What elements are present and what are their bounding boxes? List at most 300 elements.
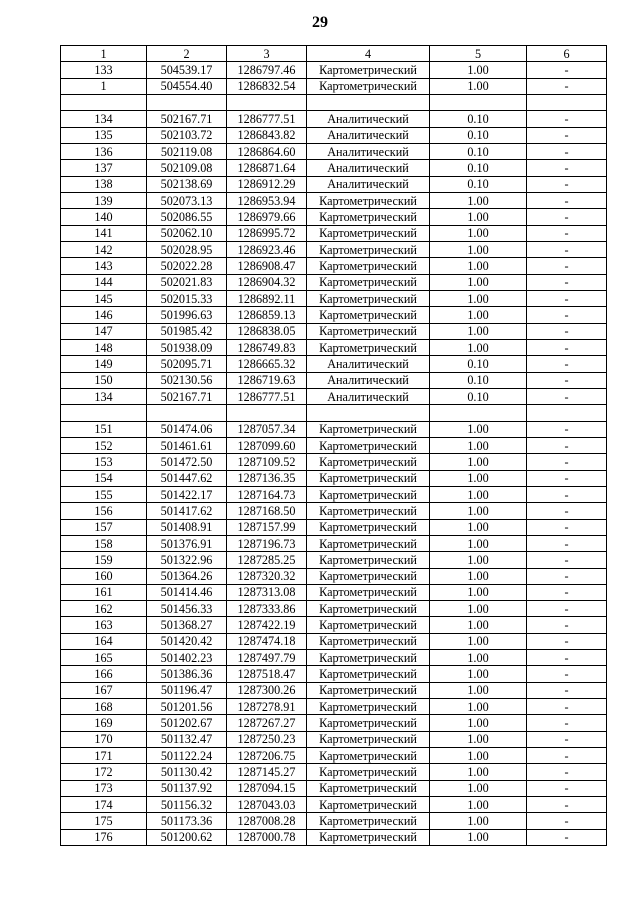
table-cell: 1286719.63	[227, 372, 307, 388]
table-cell: 501474.06	[147, 421, 227, 437]
table-cell: 1287278.91	[227, 699, 307, 715]
table-cell: -	[527, 519, 607, 535]
table-cell: 1.00	[430, 699, 527, 715]
table-row	[61, 454, 607, 470]
table-cell: 502021.83	[147, 274, 227, 290]
table-cell: 145	[61, 290, 147, 306]
table-cell: 1287497.79	[227, 650, 307, 666]
table-row	[61, 486, 607, 502]
table-cell: 142	[61, 241, 147, 257]
table-cell: 155	[61, 486, 147, 502]
table-cell: 1287285.25	[227, 552, 307, 568]
table-cell: 501368.27	[147, 617, 227, 633]
table-cell: -	[527, 666, 607, 682]
table-row	[61, 225, 607, 241]
table-cell: -	[527, 568, 607, 584]
table-cell: 1287250.23	[227, 731, 307, 747]
table-cell: 502022.28	[147, 258, 227, 274]
table-cell: Картометрический	[307, 192, 430, 208]
table-cell: Картометрический	[307, 454, 430, 470]
table-cell: 1287320.32	[227, 568, 307, 584]
table-cell: 0.10	[430, 356, 527, 372]
table-cell: 146	[61, 307, 147, 323]
table-row	[61, 650, 607, 666]
table-row	[61, 584, 607, 600]
table-cell: 1.00	[430, 78, 527, 94]
table-cell: -	[527, 813, 607, 829]
table-cell: 1.00	[430, 715, 527, 731]
table-cell: 143	[61, 258, 147, 274]
table-cell: -	[527, 78, 607, 94]
table-cell: -	[527, 356, 607, 372]
table-cell: 501938.09	[147, 339, 227, 355]
table-cell: 1.00	[430, 323, 527, 339]
table-cell: 501422.17	[147, 486, 227, 502]
table-cell: 1.00	[430, 258, 527, 274]
table-cell: 159	[61, 552, 147, 568]
table-cell: Картометрический	[307, 62, 430, 78]
table-cell: Картометрический	[307, 584, 430, 600]
table-row	[61, 780, 607, 796]
column-header: 5	[430, 46, 527, 62]
table-cell: 170	[61, 731, 147, 747]
table-cell: -	[527, 111, 607, 127]
table-cell: Картометрический	[307, 274, 430, 290]
table-cell: 0.10	[430, 143, 527, 159]
table-cell: -	[527, 339, 607, 355]
table-cell: 141	[61, 225, 147, 241]
table-cell: Картометрический	[307, 307, 430, 323]
table-cell: 1287474.18	[227, 633, 307, 649]
table-row	[61, 470, 607, 486]
table-cell: -	[527, 454, 607, 470]
table-cell: 1.00	[430, 813, 527, 829]
table-cell: Картометрический	[307, 568, 430, 584]
table-cell: 0.10	[430, 176, 527, 192]
table-cell: 1286871.64	[227, 160, 307, 176]
table-row	[61, 388, 607, 404]
table-cell: Картометрический	[307, 682, 430, 698]
table-cell: 136	[61, 143, 147, 159]
table-row	[61, 535, 607, 551]
table-cell: 140	[61, 209, 147, 225]
table-cell	[430, 405, 527, 421]
table-cell: 1287094.15	[227, 780, 307, 796]
table-cell: 501461.61	[147, 437, 227, 453]
table-cell: 1287157.99	[227, 519, 307, 535]
table-cell: 501985.42	[147, 323, 227, 339]
table-cell: -	[527, 62, 607, 78]
table-cell: 151	[61, 421, 147, 437]
table-cell: -	[527, 601, 607, 617]
table-cell	[527, 405, 607, 421]
table-cell: 501417.62	[147, 503, 227, 519]
table-cell: -	[527, 829, 607, 845]
table-cell: Картометрический	[307, 715, 430, 731]
table-cell: 1.00	[430, 829, 527, 845]
table-cell: 176	[61, 829, 147, 845]
table-cell: 1.00	[430, 682, 527, 698]
table-cell: Картометрический	[307, 78, 430, 94]
table-cell: 1286923.46	[227, 241, 307, 257]
table-cell: 138	[61, 176, 147, 192]
table-cell	[147, 405, 227, 421]
table-cell: 1286995.72	[227, 225, 307, 241]
table-cell: 1286838.05	[227, 323, 307, 339]
table-cell: -	[527, 209, 607, 225]
table-cell: Картометрический	[307, 633, 430, 649]
table-cell: 501137.92	[147, 780, 227, 796]
table-cell: -	[527, 127, 607, 143]
table-cell: 501996.63	[147, 307, 227, 323]
table-cell: 502015.33	[147, 290, 227, 306]
table-cell: 502109.08	[147, 160, 227, 176]
table-cell: 1.00	[430, 650, 527, 666]
table-cell: 0.10	[430, 160, 527, 176]
header-row	[61, 46, 607, 62]
coordinates-table	[60, 45, 607, 846]
table-cell: -	[527, 143, 607, 159]
table-cell: 1286908.47	[227, 258, 307, 274]
table-cell: 1287000.78	[227, 829, 307, 845]
table-cell: 1.00	[430, 225, 527, 241]
table-cell: 139	[61, 192, 147, 208]
table-cell: -	[527, 535, 607, 551]
table-cell: 152	[61, 437, 147, 453]
table-cell: 1287422.19	[227, 617, 307, 633]
table-cell: 1.00	[430, 519, 527, 535]
table-cell: 1287136.35	[227, 470, 307, 486]
table-cell: 1287043.03	[227, 797, 307, 813]
table-row	[61, 62, 607, 78]
table-cell: Картометрический	[307, 290, 430, 306]
table-cell: 1287008.28	[227, 813, 307, 829]
table-cell: 502095.71	[147, 356, 227, 372]
table-row	[61, 192, 607, 208]
table-cell: 134	[61, 388, 147, 404]
table-row	[61, 764, 607, 780]
table-cell: 1287099.60	[227, 437, 307, 453]
table-cell: 135	[61, 127, 147, 143]
table-cell: 148	[61, 339, 147, 355]
table-cell: 1.00	[430, 209, 527, 225]
table-cell: 501202.67	[147, 715, 227, 731]
table-cell: 501200.62	[147, 829, 227, 845]
table-cell: 1287313.08	[227, 584, 307, 600]
table-cell	[430, 94, 527, 110]
table-cell: Аналитический	[307, 176, 430, 192]
table-cell: Картометрический	[307, 437, 430, 453]
table-cell: -	[527, 421, 607, 437]
table-cell: -	[527, 584, 607, 600]
table-cell: 172	[61, 764, 147, 780]
table-row	[61, 323, 607, 339]
table-cell: Картометрический	[307, 813, 430, 829]
table-row	[61, 111, 607, 127]
table-cell	[61, 94, 147, 110]
table-cell: 1.00	[430, 535, 527, 551]
table-cell: 1.00	[430, 797, 527, 813]
table-cell: 1.00	[430, 470, 527, 486]
table-row	[61, 813, 607, 829]
table-cell: 1286665.32	[227, 356, 307, 372]
table-cell: 1.00	[430, 454, 527, 470]
table-cell: Картометрический	[307, 731, 430, 747]
table-cell: Картометрический	[307, 486, 430, 502]
table-row	[61, 568, 607, 584]
table-row	[61, 552, 607, 568]
table-cell: 501402.23	[147, 650, 227, 666]
table-row	[61, 437, 607, 453]
table-cell: 1287164.73	[227, 486, 307, 502]
table-cell: 1287518.47	[227, 666, 307, 682]
table-cell: 502138.69	[147, 176, 227, 192]
table-cell: 133	[61, 62, 147, 78]
table-cell	[527, 94, 607, 110]
table-cell: 157	[61, 519, 147, 535]
table-row	[61, 617, 607, 633]
table-cell: Картометрический	[307, 519, 430, 535]
table-cell: Картометрический	[307, 666, 430, 682]
table-cell: 168	[61, 699, 147, 715]
table-row	[61, 829, 607, 845]
table-cell: 502028.95	[147, 241, 227, 257]
table-cell: 1.00	[430, 486, 527, 502]
table-cell: -	[527, 748, 607, 764]
table-cell: Картометрический	[307, 535, 430, 551]
table-cell: Аналитический	[307, 111, 430, 127]
table-row	[61, 503, 607, 519]
table-cell: 1286832.54	[227, 78, 307, 94]
table-cell: 501414.46	[147, 584, 227, 600]
table-cell: 0.10	[430, 372, 527, 388]
table-cell: 501201.56	[147, 699, 227, 715]
table-cell: -	[527, 160, 607, 176]
table-cell: 502167.71	[147, 111, 227, 127]
table-cell: -	[527, 241, 607, 257]
table-row	[61, 797, 607, 813]
table-cell: 169	[61, 715, 147, 731]
table-row	[61, 209, 607, 225]
table-cell: 1.00	[430, 241, 527, 257]
table-cell: 1286843.82	[227, 127, 307, 143]
table-cell: 149	[61, 356, 147, 372]
table-cell: 167	[61, 682, 147, 698]
table-cell: 162	[61, 601, 147, 617]
table-cell: 1.00	[430, 666, 527, 682]
table-cell: 502086.55	[147, 209, 227, 225]
table-cell: 1286892.11	[227, 290, 307, 306]
table-cell: Картометрический	[307, 225, 430, 241]
table-cell: 502073.13	[147, 192, 227, 208]
table-row	[61, 519, 607, 535]
table-row	[61, 748, 607, 764]
column-header: 2	[147, 46, 227, 62]
table-row	[61, 601, 607, 617]
table-cell: Аналитический	[307, 127, 430, 143]
table-cell: Картометрический	[307, 323, 430, 339]
table-cell: 147	[61, 323, 147, 339]
table-cell: 1.00	[430, 421, 527, 437]
table-cell: Картометрический	[307, 780, 430, 796]
table-cell: Аналитический	[307, 372, 430, 388]
table-cell: 1287145.27	[227, 764, 307, 780]
table-cell: 501420.42	[147, 633, 227, 649]
table-cell: 0.10	[430, 127, 527, 143]
column-header: 1	[61, 46, 147, 62]
table-cell: 1.00	[430, 290, 527, 306]
table-cell: 1.00	[430, 601, 527, 617]
table-row	[61, 160, 607, 176]
table-cell: 164	[61, 633, 147, 649]
table-row	[61, 421, 607, 437]
table-cell: 1.00	[430, 764, 527, 780]
table-cell: -	[527, 715, 607, 731]
table-cell: 1.00	[430, 780, 527, 796]
table-row	[61, 372, 607, 388]
table-cell: 1	[61, 78, 147, 94]
table-cell: 1.00	[430, 274, 527, 290]
table-cell: 501322.96	[147, 552, 227, 568]
table-cell: 1.00	[430, 503, 527, 519]
table-row	[61, 339, 607, 355]
table-separator-row	[61, 405, 607, 421]
table-cell: 175	[61, 813, 147, 829]
table-cell: -	[527, 274, 607, 290]
table-cell: -	[527, 372, 607, 388]
table-cell: 1287300.26	[227, 682, 307, 698]
table-cell: 1287333.86	[227, 601, 307, 617]
table-cell: Картометрический	[307, 764, 430, 780]
column-header: 3	[227, 46, 307, 62]
table-cell: 1287196.73	[227, 535, 307, 551]
table-cell: -	[527, 290, 607, 306]
table-row	[61, 258, 607, 274]
table-cell: -	[527, 176, 607, 192]
table-cell: 504554.40	[147, 78, 227, 94]
table-cell: 1286864.60	[227, 143, 307, 159]
table-cell: Картометрический	[307, 748, 430, 764]
table-cell: 154	[61, 470, 147, 486]
table-cell: -	[527, 699, 607, 715]
table-cell: 1286859.13	[227, 307, 307, 323]
table-cell: 1.00	[430, 62, 527, 78]
table-cell: 1287267.27	[227, 715, 307, 731]
table-cell: Картометрический	[307, 339, 430, 355]
table-cell: -	[527, 633, 607, 649]
table-cell: 1287109.52	[227, 454, 307, 470]
table-cell: Картометрический	[307, 617, 430, 633]
table-cell: 163	[61, 617, 147, 633]
table-cell: 1.00	[430, 339, 527, 355]
table-cell: -	[527, 503, 607, 519]
table-cell	[307, 94, 430, 110]
table-cell: Аналитический	[307, 356, 430, 372]
table-cell	[147, 94, 227, 110]
table-cell: Картометрический	[307, 503, 430, 519]
table-cell: 1287206.75	[227, 748, 307, 764]
table-row	[61, 143, 607, 159]
table-cell: 501408.91	[147, 519, 227, 535]
table-cell: 0.10	[430, 111, 527, 127]
table-cell: 504539.17	[147, 62, 227, 78]
table-cell: Картометрический	[307, 650, 430, 666]
table-cell: Картометрический	[307, 829, 430, 845]
table-row	[61, 666, 607, 682]
table-cell: -	[527, 552, 607, 568]
table-body	[61, 62, 607, 846]
table-cell: -	[527, 617, 607, 633]
table-cell: -	[527, 192, 607, 208]
table-cell: 171	[61, 748, 147, 764]
table-header	[61, 46, 607, 62]
table-cell: 502119.08	[147, 143, 227, 159]
table-cell: 501364.26	[147, 568, 227, 584]
table-cell: 1.00	[430, 748, 527, 764]
table-cell: -	[527, 486, 607, 502]
table-cell: 1.00	[430, 633, 527, 649]
table-cell: 1286912.29	[227, 176, 307, 192]
table-cell: 502062.10	[147, 225, 227, 241]
table-row	[61, 682, 607, 698]
table-cell	[307, 405, 430, 421]
table-cell: Аналитический	[307, 143, 430, 159]
table-cell: 501386.36	[147, 666, 227, 682]
column-header: 6	[527, 46, 607, 62]
table-row	[61, 307, 607, 323]
page-number: 29	[312, 14, 328, 31]
table-cell: -	[527, 470, 607, 486]
table-cell: 153	[61, 454, 147, 470]
table-cell: -	[527, 780, 607, 796]
table-row	[61, 731, 607, 747]
table-row	[61, 241, 607, 257]
table-row	[61, 715, 607, 731]
table-cell: 502130.56	[147, 372, 227, 388]
table-row	[61, 699, 607, 715]
table-cell: 161	[61, 584, 147, 600]
table-cell: 1.00	[430, 307, 527, 323]
table-cell: 501130.42	[147, 764, 227, 780]
table-cell: -	[527, 323, 607, 339]
table-cell: -	[527, 225, 607, 241]
table-cell: 173	[61, 780, 147, 796]
table-cell: -	[527, 437, 607, 453]
table-cell: 1286749.83	[227, 339, 307, 355]
table-cell: Картометрический	[307, 552, 430, 568]
table-row	[61, 290, 607, 306]
table-cell: 1.00	[430, 192, 527, 208]
table-cell	[61, 405, 147, 421]
table-cell: 158	[61, 535, 147, 551]
table-cell: Картометрический	[307, 209, 430, 225]
table-cell: 1286979.66	[227, 209, 307, 225]
table-cell: Аналитический	[307, 388, 430, 404]
table-cell: 502167.71	[147, 388, 227, 404]
table-cell: 1.00	[430, 437, 527, 453]
table-cell: 0.10	[430, 388, 527, 404]
column-header: 4	[307, 46, 430, 62]
table-cell: 1286777.51	[227, 388, 307, 404]
table-cell: 1286953.94	[227, 192, 307, 208]
table-cell: 156	[61, 503, 147, 519]
table-cell: 501376.91	[147, 535, 227, 551]
table-cell: 501132.47	[147, 731, 227, 747]
table-cell: 501472.50	[147, 454, 227, 470]
table-separator-row	[61, 94, 607, 110]
table-cell: 1287057.34	[227, 421, 307, 437]
table-cell: 137	[61, 160, 147, 176]
